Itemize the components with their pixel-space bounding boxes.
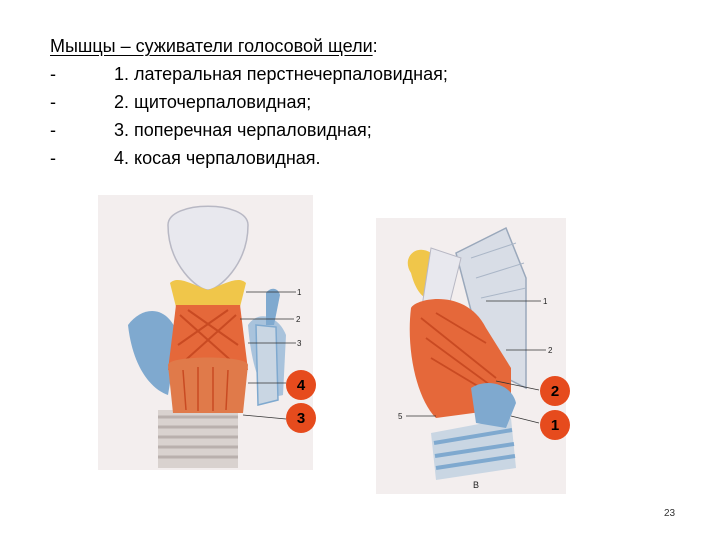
leader-label-2: 2	[548, 346, 553, 355]
leader-label-1: 1	[543, 297, 548, 306]
larynx-posterior-illustration	[98, 195, 313, 470]
slide-title-colon: :	[372, 36, 378, 56]
page-number: 23	[664, 508, 676, 519]
leader-label-1: 1	[297, 288, 302, 297]
list-dash: -	[50, 92, 56, 112]
slide-text-block	[50, 32, 610, 172]
list-item-text: 2. щиточерпаловидная;	[114, 92, 312, 112]
list-dash: -	[50, 64, 56, 84]
figure-caption: В	[473, 480, 480, 490]
number-badge-4: 4	[286, 370, 316, 400]
number-badge-1: 1	[540, 410, 570, 440]
number-badge-2: 2	[540, 376, 570, 406]
leader-label-3: 3	[297, 339, 302, 348]
leader-label-2: 2	[296, 315, 301, 324]
list-item	[50, 144, 610, 172]
leader-label-5: 5	[398, 412, 403, 421]
trachea	[158, 410, 238, 468]
list-item	[50, 88, 610, 116]
list-item-text: 4. косая черпаловидная.	[114, 148, 321, 168]
number-badge-3: 3	[286, 403, 316, 433]
list-dash: -	[50, 120, 56, 140]
list-item	[50, 60, 610, 88]
list-item	[50, 116, 610, 144]
larynx-lateral-illustration	[376, 218, 566, 494]
list-item-text: 1. латеральная перстнечерпаловидная;	[114, 64, 448, 84]
muscle-mass-lower	[168, 358, 248, 414]
slide-title-main: Мышцы – суживатели голосовой щели	[50, 36, 373, 56]
list-item-text: 3. поперечная черпаловидная;	[114, 120, 372, 140]
list-dash: -	[50, 148, 56, 168]
cricoid-cartilage-right	[256, 325, 278, 405]
slide-title	[50, 32, 610, 60]
